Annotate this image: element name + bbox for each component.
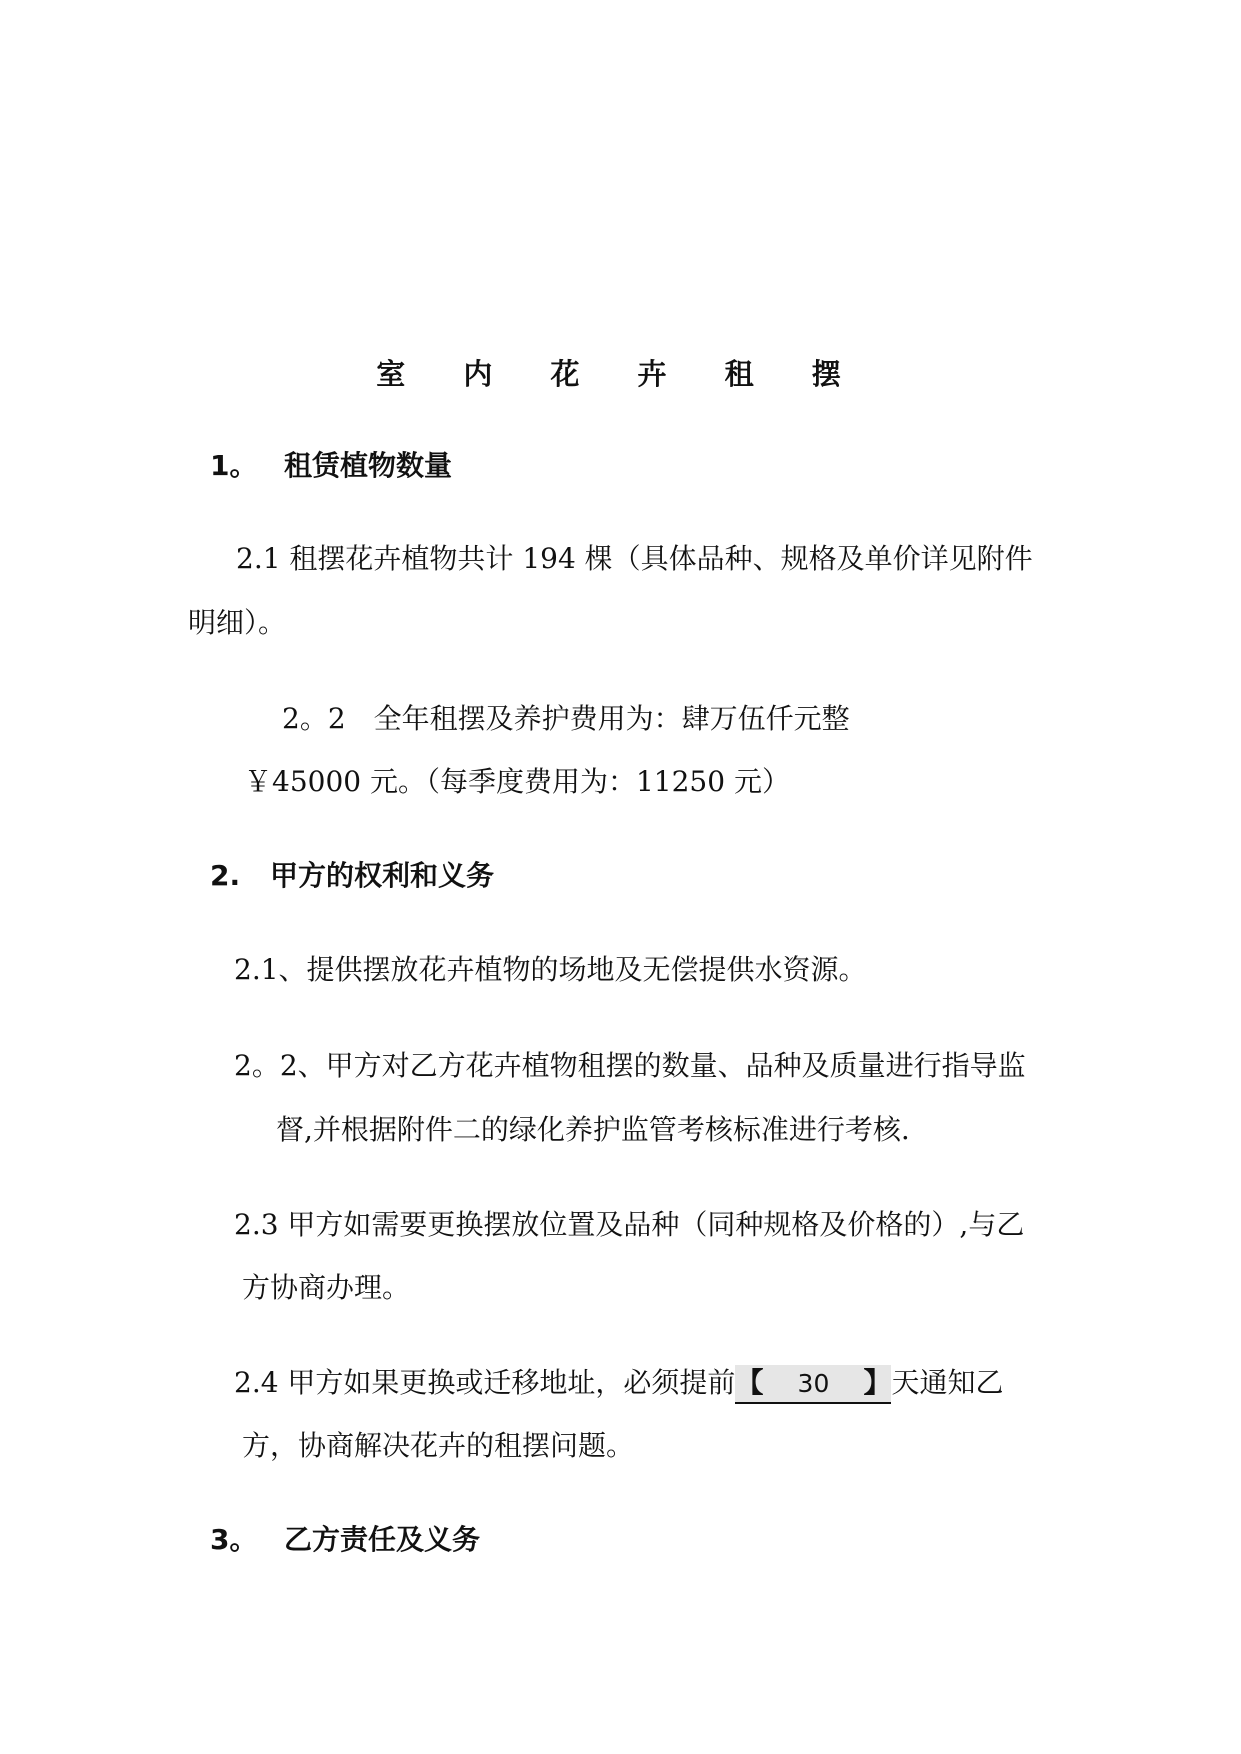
section-3-number: 3。 [210,1523,258,1556]
section-2-number: 2. [210,859,241,892]
clause-1-2-line-2: ￥45000 元。（每季度费用为：11250 元） [244,765,790,798]
section-3-heading-row [210,1520,480,1560]
bracket-open: 【 [735,1366,764,1399]
clause-2-4-prefix: 2.4 甲方如果更换或迁移地址，必须提前 [234,1366,736,1399]
section-1-number: 1。 [210,449,258,482]
clause-2-2-line-1: 2。2、甲方对乙方花卉植物租摆的数量、品种及质量进行指导监 [234,1049,1026,1082]
section-2-heading-row [210,856,494,896]
notice-days-field[interactable] [735,1365,891,1404]
clause-2-4-suffix: 天通知乙 [891,1366,1004,1399]
document-title: 室 内 花 卉 租 摆 [376,357,865,391]
section-1-heading-row [210,446,452,486]
notice-days-value: 30 [797,1369,830,1398]
clause-2-2-line-2: 督,并根据附件二的绿化养护监管考核标准进行考核. [276,1113,910,1146]
clause-2-3-line-2: 方协商办理。 [242,1271,411,1304]
clause-1-2-line-1: 2。2 全年租摆及养护费用为：肆万伍仟元整 [282,702,850,735]
clause-1-1-line-2: 明细）。 [188,606,287,639]
clause-2-4-line-1 [234,1363,1003,1404]
clause-2-3-line-1: 2.3 甲方如需要更换摆放位置及品种（同种规格及价格的）,与乙 [234,1208,1025,1241]
section-1-heading: 租赁植物数量 [284,449,453,482]
bracket-close: 】 [863,1366,892,1399]
section-2-heading: 甲方的权利和义务 [270,859,495,892]
clause-2-1: 2.1、提供摆放花卉植物的场地及无偿提供水资源。 [234,953,867,986]
clause-1-1-line-1: 2.1 租摆花卉植物共计 194 棵（具体品种、规格及单价详见附件 [236,542,1033,575]
section-3-heading: 乙方责任及义务 [284,1523,481,1556]
clause-2-4-line-2: 方，协商解决花卉的租摆问题。 [242,1429,635,1462]
